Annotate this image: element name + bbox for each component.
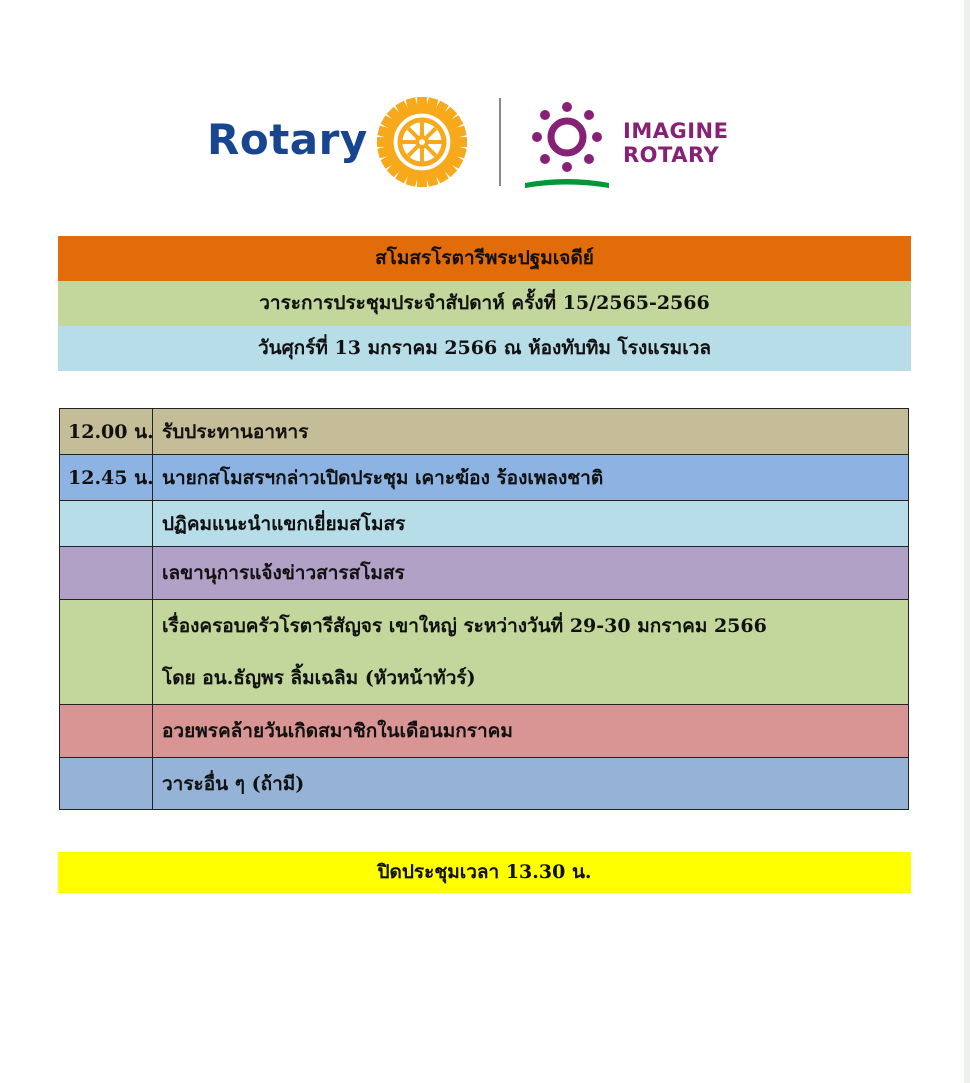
agenda-topic-line: เรื่องครอบครัวโรตารีสัญจร เขาใหญ่ ระหว่างวันที่ 29-30 มกราคม 2566 [162,615,767,637]
agenda-time: 12.45 น. [60,455,153,501]
imagine-rotary-wordmark [623,119,728,167]
agenda-topic-line: โดย อน.ธัญพร ลิ้มเฉลิม (หัวหน้าทัวร์) [162,667,476,689]
logo-bar [205,95,765,190]
imagine-rotary-mark-icon [523,99,613,191]
date-venue-band: วันศุกร์ที่ 13 มกราคม 2566 ณ ห้องทับทิม โรงแรมเวล [58,326,911,371]
agenda-topic-line: อวยพรคล้ายวันเกิดสมาชิกในเดือนมกราคม [162,720,513,742]
agenda-row [60,409,909,455]
agenda-time [60,705,153,758]
agenda-topic [153,600,909,705]
agenda-topic [153,501,909,547]
agenda-time [60,547,153,600]
agenda-time: 12.00 น. [60,409,153,455]
club-name-band: สโมสรโรตารีพระปฐมเจดีย์ [58,236,911,281]
agenda-topic [153,705,909,758]
agenda-time [60,600,153,705]
agenda-topic-line: เลขานุการแจ้งข่าวสารสโมสร [162,562,405,584]
logo-divider [499,98,501,186]
agenda-topic-line: นายกสโมสรฯกล่าวเปิดประชุม เคาะฆ้อง ร้องเพลงชาติ [162,466,604,489]
agenda-time [60,758,153,810]
agenda-row [60,600,909,705]
agenda-time [60,501,153,547]
agenda-topic [153,455,909,501]
closing-band: ปิดประชุมเวลา 13.30 น. [58,852,911,893]
agenda-row [60,705,909,758]
agenda-table [59,408,909,810]
rotary-word: ROTARY [623,143,720,167]
agenda-topic-line: ปฏิคมแนะนำแขกเยี่ยมสโมสร [162,512,406,535]
rotary-wordmark: Rotary [207,115,368,164]
agenda-topic [153,409,909,455]
agenda-topic [153,547,909,600]
rotary-wheel-icon [373,97,471,187]
agenda-topic [153,758,909,810]
agenda-topic-line: วาระอื่น ๆ (ถ้ามี) [162,772,305,795]
agenda-row [60,758,909,810]
agenda-row [60,455,909,501]
meeting-title-band: วาระการประชุมประจำสัปดาห์ ครั้งที่ 15/2565-2566 [58,281,911,326]
agenda-row [60,547,909,600]
page-edge [964,0,970,1083]
imagine-word: IMAGINE [623,119,729,143]
agenda-row [60,501,909,547]
agenda-topic-line: รับประทานอาหาร [162,420,309,443]
